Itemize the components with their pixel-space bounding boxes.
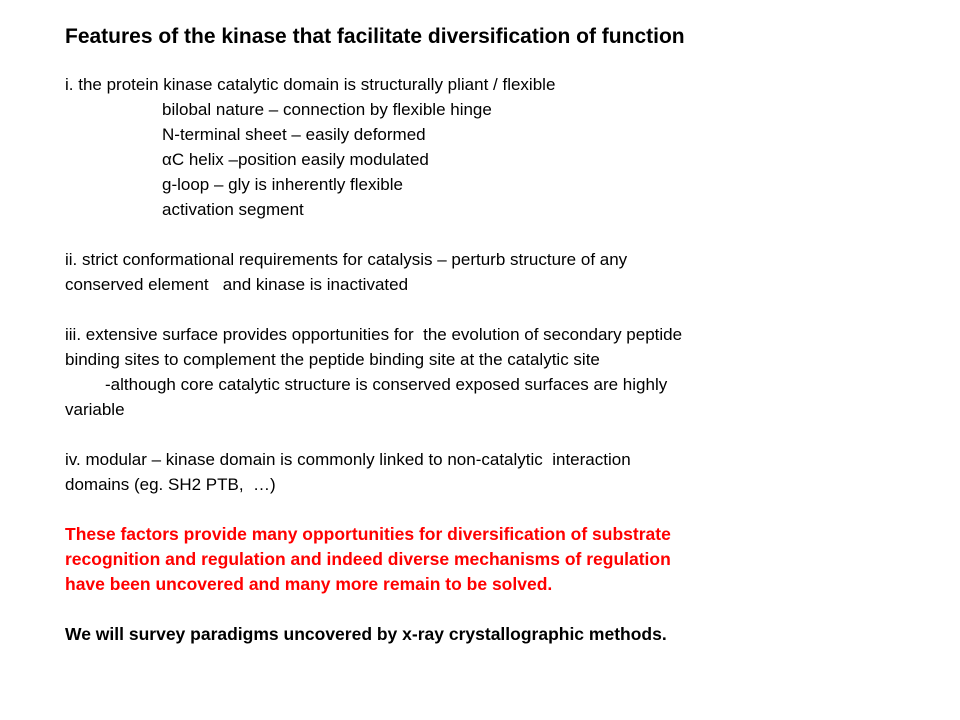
slide-title: Features of the kinase that facilitate diversification of function <box>65 25 685 48</box>
point-iv-line: domains (eg. SH2 PTB, …) <box>65 475 276 494</box>
point-iv-line: iv. modular – kinase domain is commonly linked to non-catalytic interaction <box>65 450 631 469</box>
point-i-subitem: αC helix –position easily modulated <box>162 150 429 169</box>
point-iii-line: iii. extensive surface provides opportunities for the evolution of secondary peptide <box>65 325 683 344</box>
point-i-subitem: bilobal nature – connection by flexible hinge <box>162 100 492 119</box>
point-ii-line: conserved element and kinase is inactivated <box>65 275 409 294</box>
closing-statement: We will survey paradigms uncovered by x-ray crystallographic methods. <box>65 624 667 644</box>
conclusion-line: recognition and regulation and indeed diverse mechanisms of regulation <box>65 549 671 569</box>
point-i-subitem: activation segment <box>162 200 304 219</box>
point-ii-line: ii. strict conformational requirements for catalysis – perturb structure of any <box>65 250 628 269</box>
slide-content <box>65 24 925 647</box>
spacer <box>65 297 925 322</box>
point-iii-line: variable <box>65 400 125 419</box>
point-i-subitem: N-terminal sheet – easily deformed <box>162 125 426 144</box>
point-i-heading: i. the protein kinase catalytic domain is structurally pliant / flexible <box>65 75 556 94</box>
spacer <box>65 497 925 522</box>
spacer <box>65 597 925 622</box>
point-i-subitem: g-loop – gly is inherently flexible <box>162 175 403 194</box>
point-iii-line: binding sites to complement the peptide binding site at the catalytic site <box>65 350 600 369</box>
conclusion-line: These factors provide many opportunities for diversification of substrate <box>65 524 671 544</box>
conclusion-line: have been uncovered and many more remain to be solved. <box>65 574 553 594</box>
spacer <box>65 422 925 447</box>
point-iii-line: -although core catalytic structure is conserved exposed surfaces are highly <box>105 375 668 394</box>
spacer <box>65 222 925 247</box>
